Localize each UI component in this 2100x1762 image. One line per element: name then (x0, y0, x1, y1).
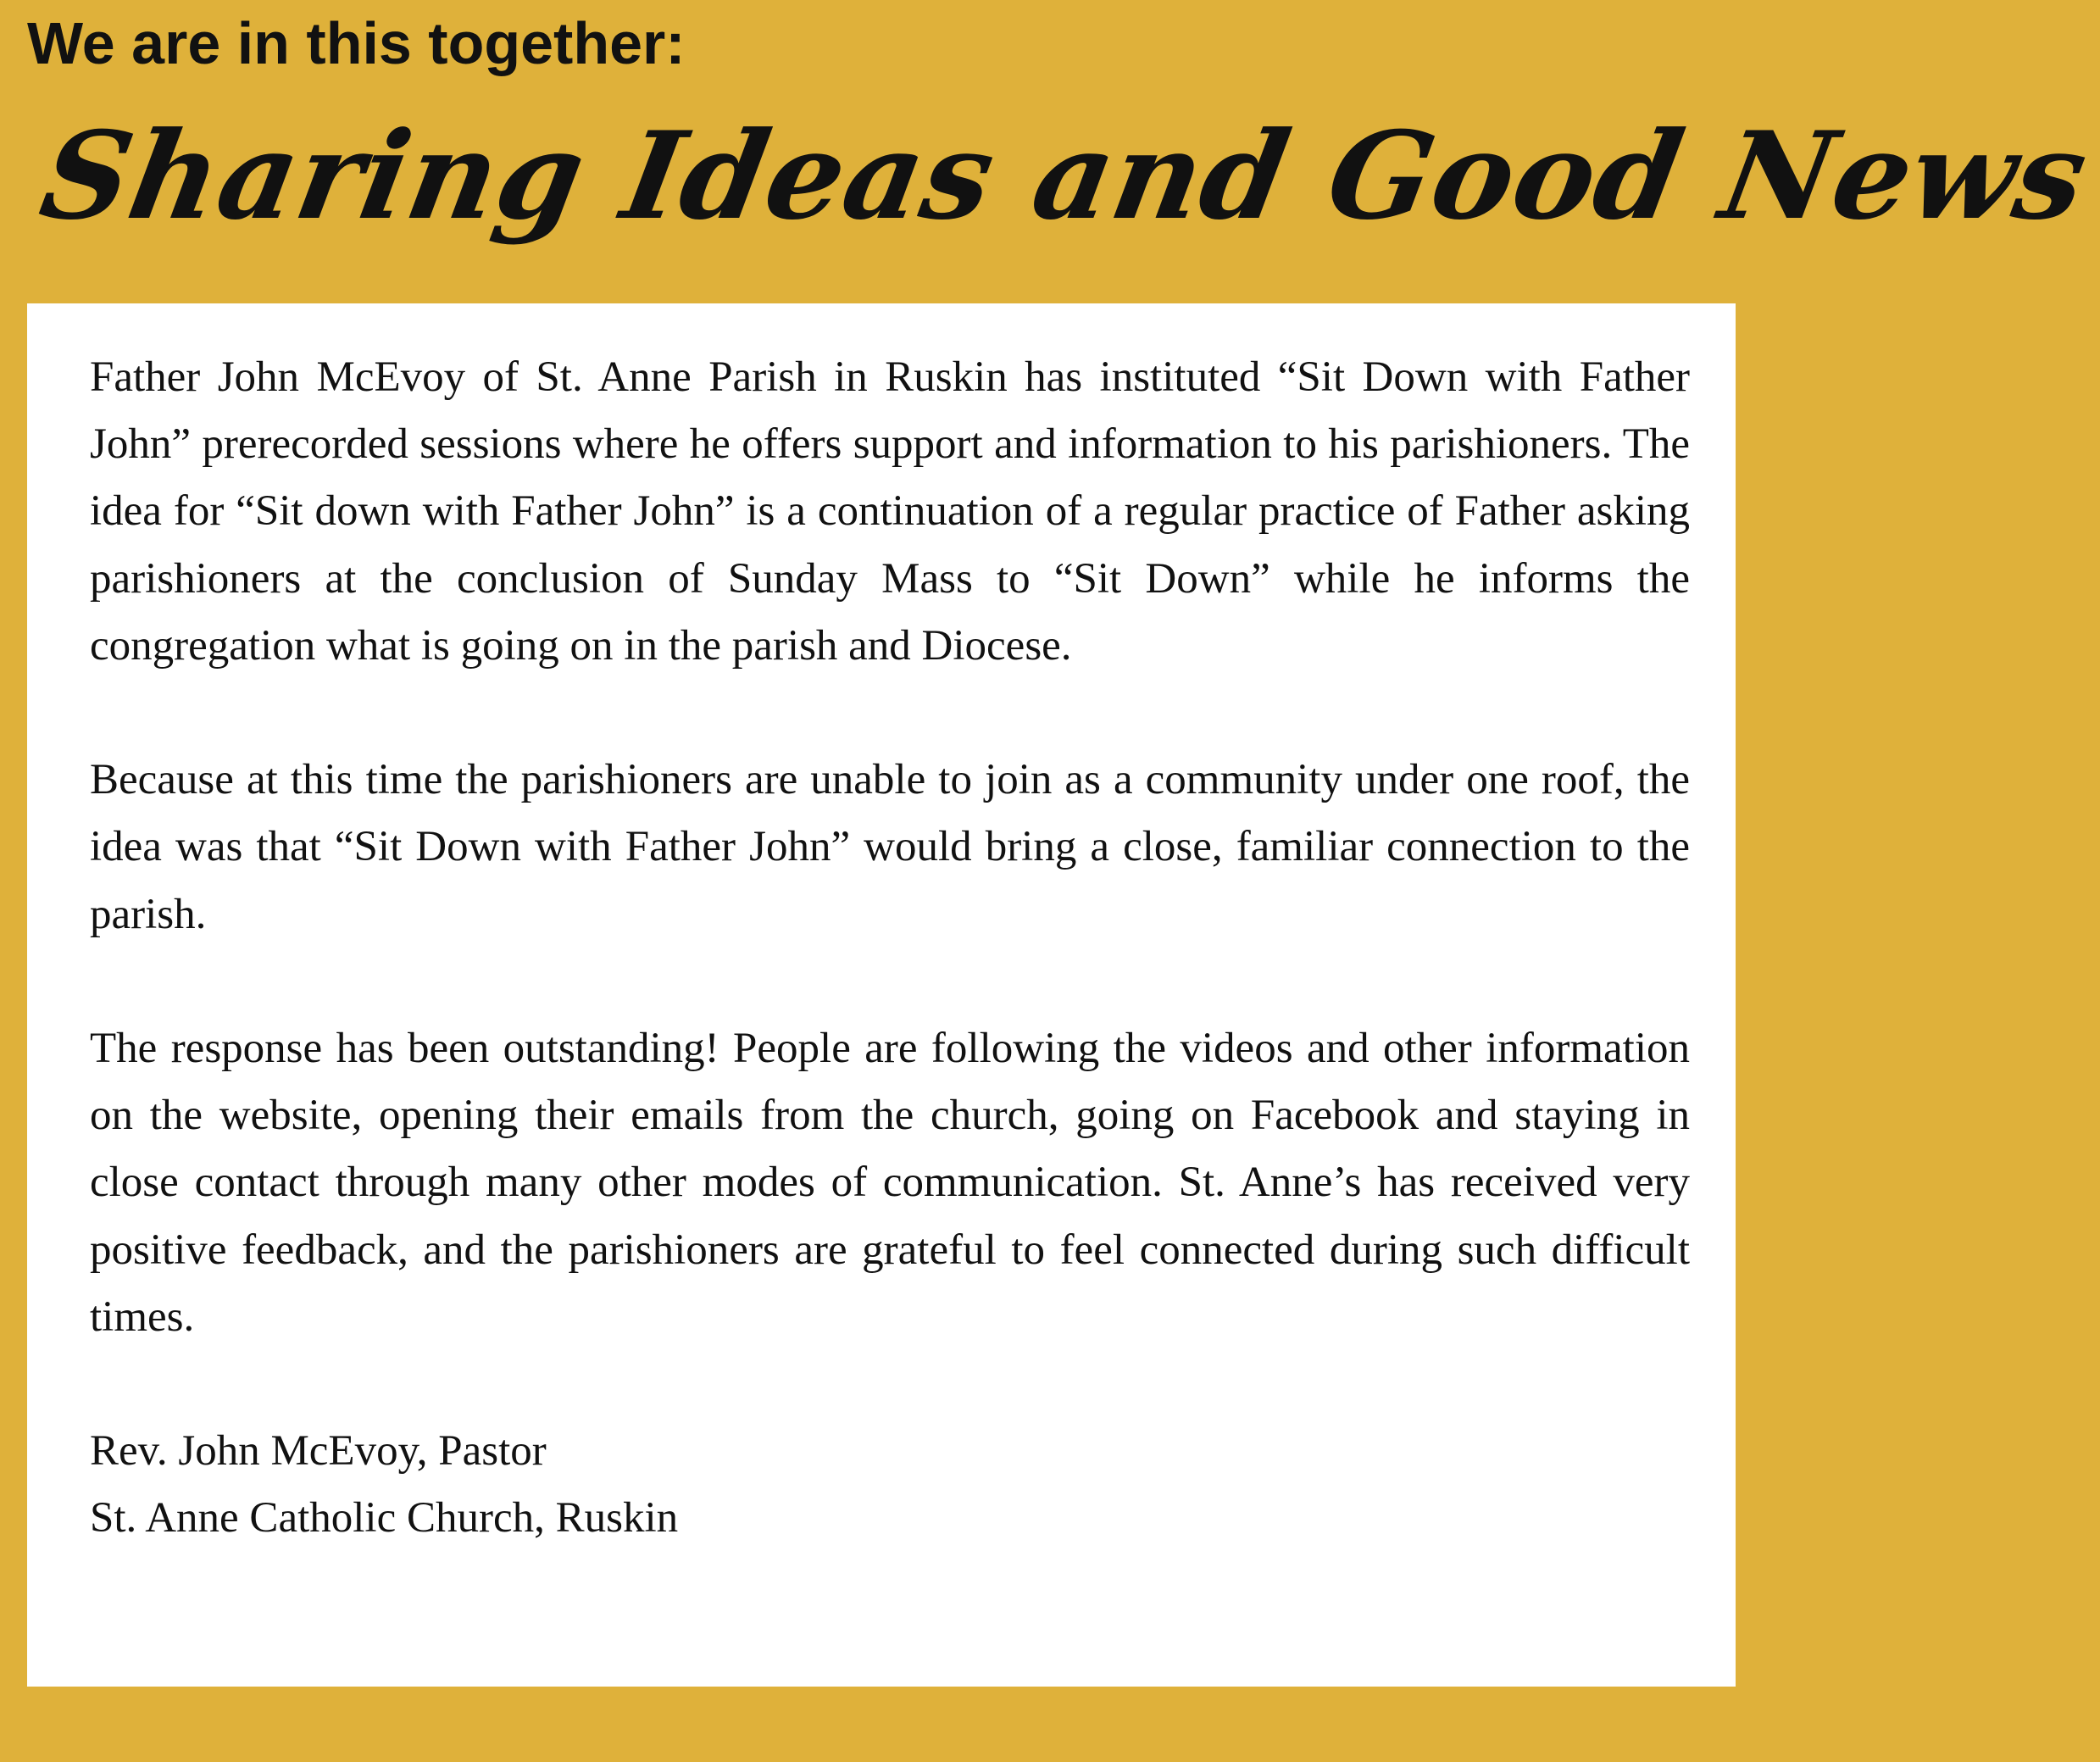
article-paragraph: Because at this time the parishioners are unable to join as a community under one roof, the idea was that “Sit Down with Father John” would bring a close, familiar connection to the parish. (90, 756, 1690, 938)
signature-name: Rev. John McEvoy, Pastor (90, 1427, 547, 1476)
signature-church: St. Anne Catholic Church, Ruskin (90, 1494, 679, 1542)
article-paragraph: The response has been outstanding! People are following the videos and other information on the website, opening their emails from the church, going on Facebook and staying in close contact through many other modes of communication. St. Anne’s has received very positive feedback, and the parishioners are grateful to feel connected during such difficult times. (90, 1025, 1690, 1341)
kicker-heading: We are in this together: (27, 10, 686, 76)
article-paragraph: Father John McEvoy of St. Anne Parish in Ruskin has instituted “Sit Down with Father John” prerecorded sessions where he offers support and information to his parishioners. The idea for “Sit down with Father John” is a continuation of a regular practice of Father asking parishioners at the conclusion of Sunday Mass to “Sit Down” while he informs the congregation what is going on in the parish and Diocese. (90, 353, 1690, 670)
page-title: Sharing Ideas and Good News (31, 106, 2097, 247)
signature-block (90, 1418, 1690, 1552)
article-card (27, 303, 1736, 1687)
article-body (90, 344, 1690, 1553)
